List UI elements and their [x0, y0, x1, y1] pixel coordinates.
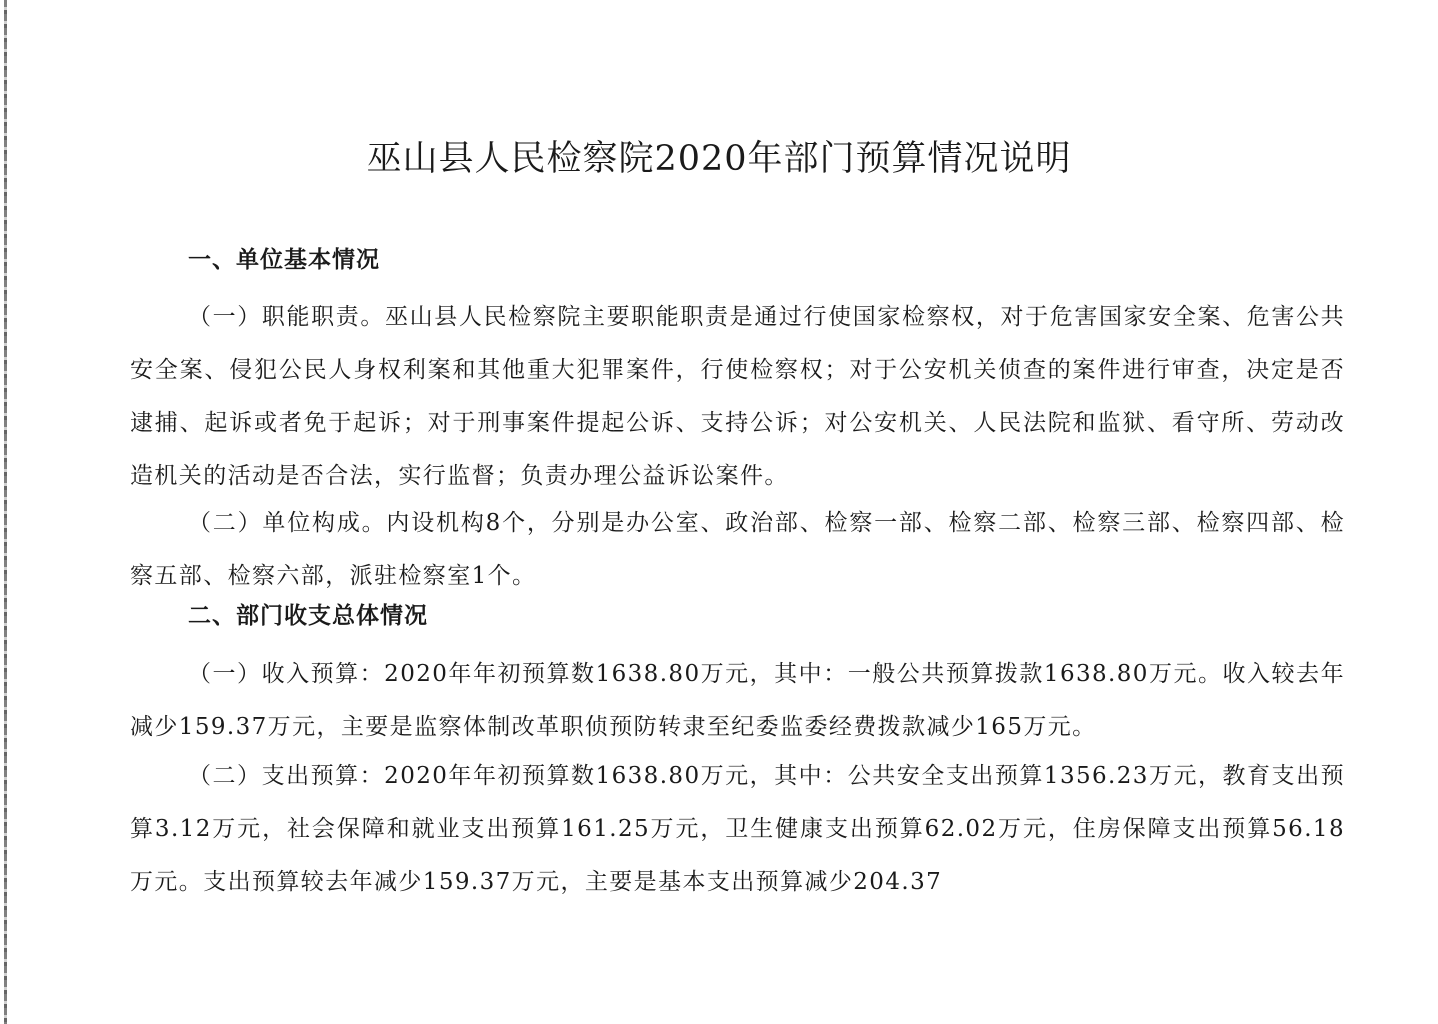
section-heading-basic-info: 一、单位基本情况 — [188, 247, 380, 273]
section-heading-budget-overview: 二、部门收支总体情况 — [188, 603, 428, 629]
paragraph-expenditure-budget: （二）支出预算：2020年年初预算数1638.80万元，其中：公共安全支出预算1356.23万元，教育支出预算3.12万元，社会保障和就业支出预算161.25万元，卫生健康支出预算62.02万元，住房保障支出预算56.18万元。支出预算较去年减少159.37万元，主要是基本支出预算减少204.37 — [130, 763, 1345, 895]
paragraph-functions: （一）职能职责。巫山县人民检察院主要职能职责是通过行使国家检察权，对于危害国家安全案、危害公共安全案、侵犯公民人身权利案和其他重大犯罪案件，行使检察权；对于公安机关侦查的案件进行审查，决定是否逮捕、起诉或者免于起诉；对于刑事案件提起公诉、支持公诉；对公安机关、人民法院和监狱、看守所、劳动改造机关的活动是否合法，实行监督；负责办理公益诉讼案件。 — [130, 304, 1345, 489]
paragraph-structure: （二）单位构成。内设机构8个，分别是办公室、政治部、检察一部、检察二部、检察三部、检察四部、检察五部、检察六部，派驻检察室1个。 — [130, 510, 1345, 589]
document-title: 巫山县人民检察院2020年部门预算情况说明 — [366, 139, 1072, 179]
paragraph-income-budget: （一）收入预算：2020年年初预算数1638.80万元，其中：一般公共预算拨款1638.80万元。收入较去年减少159.37万元，主要是监察体制改革职侦预防转隶至纪委监委经费拨款减少165万元。 — [130, 661, 1345, 740]
